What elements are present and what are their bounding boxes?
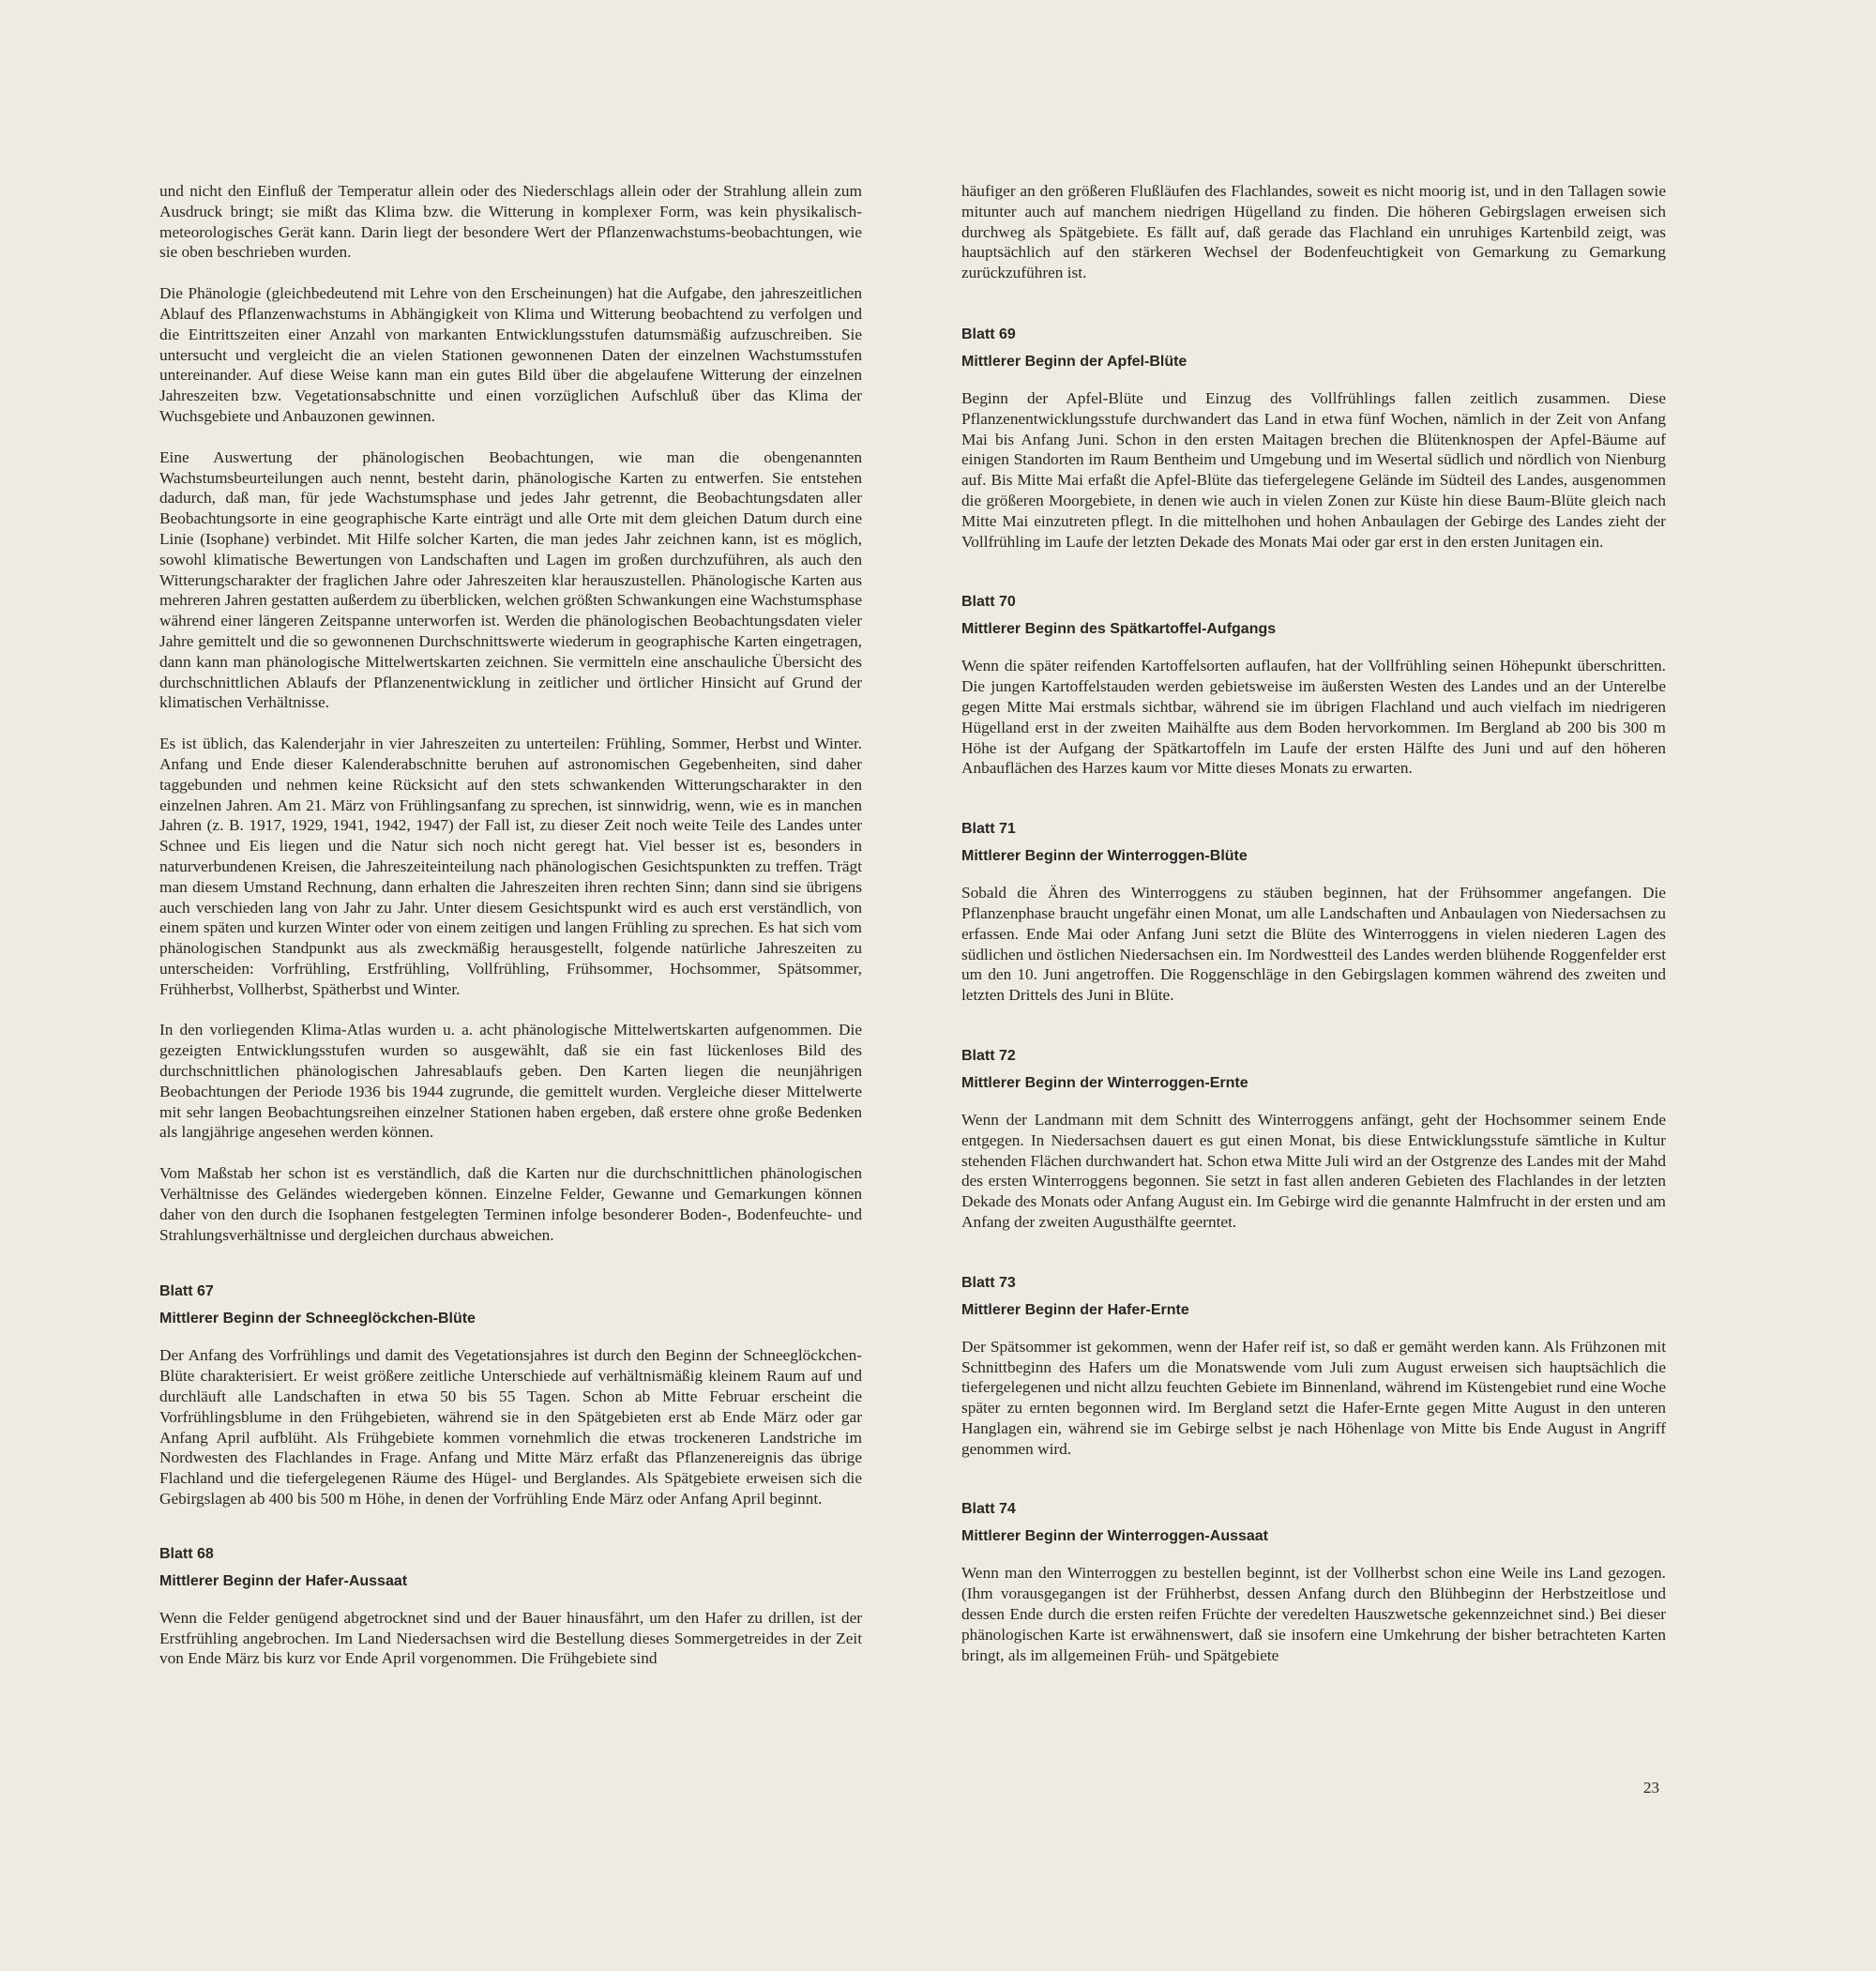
section-number-blatt-72: Blatt 72 [961, 1047, 1016, 1064]
section-text-blatt-67: Der Anfang des Vorfrühlings und damit des Vegetationsjahres ist durch den Beginn der Schneeglöckchen-Blüte charakterisiert. Er weist größere zeitliche Unterschiede auf verhältnismäßig kleinem Raum auf und durchläuft alle Landschaften in etwa 50 bis 55 Tagen. Schon ab Mitte Februar erscheint die Vorfrühlingsblume in den Frühgebieten, während sie in den Spätgebieten erst ab Ende März oder gar Anfang April aufblüht. Als Frühgebiete kommen vornehmlich die etwas trockeneren Landstriche im Nordwesten des Flachlandes in Frage. Anfang und Mitte März erfaßt das Pflanzenereignis das übrige Flachland und die tiefergelegenen Räume des Hügel- und Berglandes. Als Spätgebiete erweisen sich die Gebirgslagen ab 400 bis 500 m Höhe, in denen der Vorfrühling Ende März oder Anfang April beginnt. [159, 1346, 862, 1509]
section-text-blatt-74: Wenn man den Winterroggen zu bestellen beginnt, ist der Vollherbst schon eine Weile ins Land gezogen. (Ihm vorausgegangen ist der Frühherbst, dessen Anfang durch den Blühbeginn der Herbstzeitlose und dessen Ende durch die ersten reifen Früchte der veredelten Hauszwetsche gekennzeichnet sind.) Bei dieser phänologischen Karte ist erwähnenswert, daß sie insofern eine Umkehrung der bisher betrachteten Karten bringt, als im allgemeinen Früh- und Spätgebiete [961, 1564, 1666, 1664]
section-title-blatt-74: Mittlerer Beginn der Winterroggen-Aussaat [961, 1528, 1269, 1545]
section-number-blatt-68: Blatt 68 [159, 1545, 214, 1562]
section-number-blatt-67: Blatt 67 [159, 1283, 214, 1300]
section-title-blatt-69: Mittlerer Beginn der Apfel-Blüte [961, 353, 1188, 370]
paragraph: häufiger an den größeren Flußläufen des Flachlandes, soweit es nicht moorig ist, und in den Tallagen sowie mitunter auch auf manchem niedrigen Hügelland zu finden. Die höheren Gebirgslagen erweisen sich durchweg als Spätgebiete. Es fällt auf, daß gerade das Flachland ein unruhiges Kartenbild zeigt, was hauptsächlich auf den stärkeren Wechsel der Bodenfeuchtigkeit von Gemarkung zu Gemarkung zurückzuführen ist. [961, 182, 1666, 282]
section-number-blatt-70: Blatt 70 [961, 594, 1016, 611]
section-number-blatt-73: Blatt 73 [961, 1274, 1016, 1291]
section-text-blatt-69: Beginn der Apfel-Blüte und Einzug des Vollfrühlings fallen zeitlich zusammen. Diese Pflanzenentwicklungsstufe durchwandert das Land in etwa fünf Wochen, nämlich in der Zeit von Anfang Mai bis Anfang Juni. Schon in den ersten Maitagen brechen die Blütenknospen der Apfel-Bäume auf einigen Standorten im Raum Bentheim und Umgebung und im Wesertal südlich und nördlich von Nienburg auf. Bis Mitte Mai erfaßt die Apfel-Blüte das tiefergelegene Gelände im Südteil des Landes, ausgenommen die größeren Moorgebiete, in denen wie auch in vielen Zonen zur Küste hin diese Baum-Blüte gleich nach Mitte Mai einzutreten pflegt. In die mittelhohen und hohen Anbaulagen der Gebirge des Landes zieht der Vollfrühling im Laufe der letzten Dekade des Monats Mai oder gar erst in den ersten Junitagen ein. [961, 388, 1666, 551]
paragraph: Die Phänologie (gleichbedeutend mit Lehre von den Erscheinungen) hat die Aufgabe, den jahreszeitlichen Ablauf des Pflanzenwachstums in Abhängigkeit von Klima und Witterung beobachtend zu verfolgen und die Eintrittszeiten einer Anzahl von markanten Entwicklungsstufen datumsmäßig aufzuschreiben. Sie untersucht und vergleicht die an vielen Stationen gewonnenen Daten der einzelnen Wachstumsstufen untereinander. Auf diese Weise kann man ein gutes Bild über die abgelaufene Witterung der einzelnen Jahreszeiten bzw. Vegetationsabschnitte und einen vorzüglichen Aufschluß über das Klima der Wuchsgebiete und Anbauzonen gewinnen. [159, 284, 862, 425]
paragraph: Eine Auswertung der phänologischen Beobachtungen, wie man die obengenannten Wachstumsbeurteilungen auch nennt, besteht darin, phänologische Karten zu entwerfen. Sie entstehen dadurch, daß man, für jede Wachstumsphase und jedes Jahr getrennt, die Beobachtungsdaten aller Beobachtungsorte in eine geographische Karte einträgt und alle Orte mit dem gleichen Datum durch eine Linie (Isophane) verbindet. Mit Hilfe solcher Karten, die man jedes Jahr zeichnen kann, ist es möglich, sowohl klimatische Bewertungen von Landschaften und Lagen im großen durchzuführen, als auch den Witterungscharakter der fraglichen Jahre oder Jahreszeiten klar herauszustellen. Phänologische Karten aus mehreren Jahren gestatten außerdem zu überblicken, welchen größten Schwankungen eine Wachstumsphase während einer längeren Zeitspanne unterworfen ist. Werden die phänologischen Beobachtungsdaten vieler Jahre gemittelt und die so gewonnenen Durchschnittswerte wiederum in geographische Karten eingetragen, dann kann man phänologische Mittelwertskarten zeichnen. Sie vermitteln eine anschauliche Übersicht des durchschnittlichen Ablaufs der Pflanzenentwicklung in zeitlicher und örtlicher Hinsicht auf Grund der klimatischen Verhältnisse. [159, 447, 862, 712]
section-number-blatt-74: Blatt 74 [961, 1501, 1016, 1518]
section-title-blatt-73: Mittlerer Beginn der Hafer-Ernte [961, 1301, 1189, 1318]
paragraph: In den vorliegenden Klima-Atlas wurden u. a. acht phänologische Mittelwertskarten aufgenommen. Die gezeigten Entwicklungsstufen wurden so ausgewählt, daß sie ein fast lückenloses Bild des durchschnittlichen phänologischen Jahresablaufs geben. Den Karten liegen die neunjährigen Beobachtungen der Periode 1936 bis 1944 zugrunde, die gemittelt wurden. Vergleiche dieser Mittelwerte mit sehr langen Beobachtungsreihen einzelner Stationen haben ergeben, daß erstere ohne große Bedenken als langjährige angesehen werden können. [159, 1021, 862, 1142]
section-text-blatt-70: Wenn die später reifenden Kartoffelsorten auflaufen, hat der Vollfrühling seinen Höhepunkt überschritten. Die jungen Kartoffelstauden werden gebietsweise im äußersten Westen des Landes und an der Unterelbe gegen Mitte Mai erstmals sichtbar, während sie im übrigen Flachland und auch vielfach im niedrigeren Hügelland erst in der zweiten Maihälfte aus dem Boden hervorkommen. Im Bergland ab 200 bis 300 m Höhe ist der Aufgang der Spätkartoffeln im Laufe der ersten Hälfte des Juni und auf den höheren Anbauflächen des Harzes kaum vor Mitte dieses Monats zu erwarten. [961, 657, 1666, 778]
page-number: 23 [1643, 1779, 1659, 1797]
section-title-blatt-71: Mittlerer Beginn der Winterroggen-Blüte [961, 848, 1248, 865]
section-title-blatt-70: Mittlerer Beginn des Spätkartoffel-Aufgangs [961, 621, 1277, 638]
section-title-blatt-68: Mittlerer Beginn der Hafer-Aussaat [159, 1572, 408, 1589]
paragraph: und nicht den Einfluß der Temperatur allein oder des Niederschlags allein oder der Strahlung allein zum Ausdruck bringt; sie mißt das Klima bzw. die Witterung in komplexer Form, was kein physikalisch-meteorologisches Gerät kann. Darin liegt der besondere Wert der Pflanzenwachstums-beobachtungen, wie sie oben beschrieben wurden. [159, 182, 862, 262]
paragraph: Vom Maßstab her schon ist es verständlich, daß die Karten nur die durchschnittlichen phänologischen Verhältnisse des Geländes wiedergeben können. Einzelne Felder, Gewanne und Gemarkungen können daher von den durch die Isophanen festgelegten Terminen infolge besonderer Boden-, Bodenfeuchte- und Strahlungsverhältnisse und dergleichen durchaus abweichen. [159, 1164, 862, 1244]
left-column [159, 181, 862, 1690]
right-column [961, 181, 1666, 1686]
section-number-blatt-69: Blatt 69 [961, 326, 1016, 342]
section-title-blatt-67: Mittlerer Beginn der Schneeglöckchen-Blüte [159, 1311, 476, 1327]
paragraph: Es ist üblich, das Kalenderjahr in vier Jahreszeiten zu unterteilen: Frühling, Sommer, Herbst und Winter. Anfang und Ende dieser Kalenderabschnitte beruhen auf astronomischen Gegebenheiten, sind daher taggebunden und nehmen keine Rücksicht auf den stets schwankenden Witterungscharakter in den einzelnen Jahren. Am 21. März von Frühlingsanfang zu sprechen, ist sinnwidrig, wenn, wie es in manchen Jahren (z. B. 1917, 1929, 1941, 1942, 1947) der Fall ist, zu dieser Zeit noch weite Teile des Landes unter Schnee und Eis liegen und die Natur sich noch nicht geregt hat. Viel besser ist es, besonders in naturverbundenen Kreisen, die Jahreszeiteinteilung nach phänologischen Gesichtspunkten zu treffen. Trägt man diesem Umstand Rechnung, dann erhalten die Jahreszeiten ihren rechten Sinn; dann sind sie übrigens auch verschieden lang von Jahr zu Jahr. Unter diesem Gesichtspunkt wird es auch erst verständlich, von einem späten und kurzen Winter oder von einem zeitigen und langen Frühling zu sprechen. Es hat sich vom phänologischen Standpunkt aus als zweckmäßig herausgestellt, folgende natürliche Jahreszeiten zu unterscheiden: Vorfrühling, Erstfrühling, Vollfrühling, Frühsommer, Hochsommer, Spätsommer, Frühherbst, Vollherbst, Spätherbst und Winter. [159, 735, 862, 998]
section-text-blatt-71: Sobald die Ähren des Winterroggens zu stäuben beginnen, hat der Frühsommer angefangen. Die Pflanzenphase braucht ungefähr einen Monat, um alle Landschaften und Anbaulagen von Niedersachsen zu erfassen. Ende Mai oder Anfang Juni setzt die Blüte des Winterroggens in vielen niederen Lagen des südlichen und östlichen Niedersachsen ein. Im Nordwestteil des Landes werden blühende Roggenfelder erst um den 10. Juni angetroffen. Die Roggenschläge in den Gebirgslagen kommen während des zweiten und letzten Drittels des Juni in Blüte. [961, 884, 1666, 1005]
section-text-blatt-68: Wenn die Felder genügend abgetrocknet sind und der Bauer hinausfährt, um den Hafer zu drillen, ist der Erstfrühling angebrochen. Im Land Niedersachsen wird die Bestellung dieses Sommergetreides in der Zeit von Ende März bis kurz vor Ende April vorgenommen. Die Frühgebiete sind [159, 1608, 862, 1668]
section-number-blatt-71: Blatt 71 [961, 821, 1016, 838]
section-text-blatt-72: Wenn der Landmann mit dem Schnitt des Winterroggens anfängt, geht der Hochsommer seinem Ende entgegen. In Niedersachsen dauert es gut einen Monat, bis diese Entwicklungsstufe sämtliche in Kultur stehenden Flächen durchwandert hat. Schon etwa Mitte Juli wird an der Ostgrenze des Landes mit der Mahd des ersten Winterroggens begonnen. Sie setzt in fast allen anderen Gebieten des Flachlandes in der letzten Dekade des Monats oder Anfang August ein. Im Gebirge wird die genannte Halmfrucht in der ersten und am Anfang der zweiten Augusthälfte geerntet. [961, 1110, 1666, 1231]
section-title-blatt-72: Mittlerer Beginn der Winterroggen-Ernte [961, 1074, 1248, 1091]
section-text-blatt-73: Der Spätsommer ist gekommen, wenn der Hafer reif ist, so daß er gemäht werden kann. Als Frühzonen mit Schnittbeginn des Hafers um die Monatswende vom Juli zum August erweisen sich hauptsächlich die tiefergelegenen und nicht allzu feuchten Gebiete im Binnenland, während im Küstengebiet rund eine Woche später zu ernten begonnen wird. Im Bergland setzt die Hafer-Ernte gegen Mitte August in den unteren Hanglagen ein, während sie im Gebirge selbst je nach Höhenlage von Mitte bis Ende August in Angriff genommen wird. [961, 1337, 1666, 1458]
